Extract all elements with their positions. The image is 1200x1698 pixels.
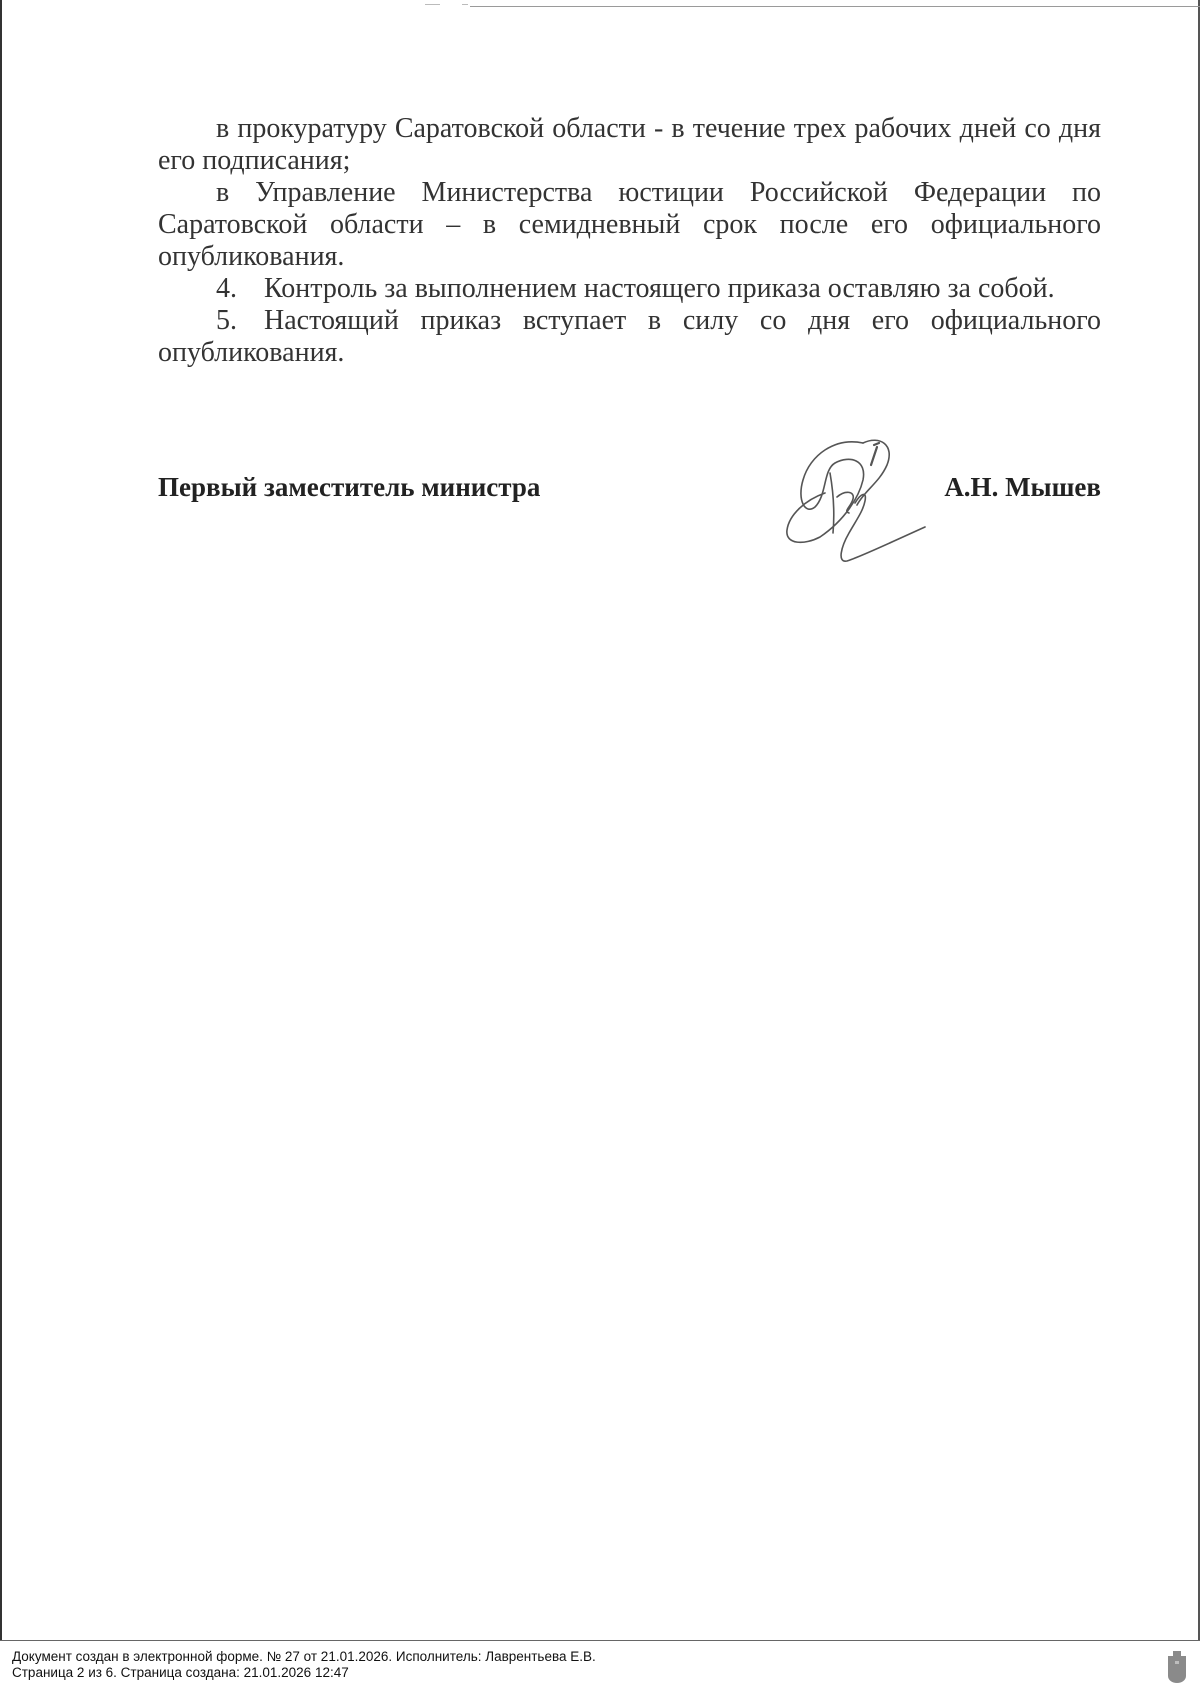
footer-divider [0, 1640, 1200, 1641]
document-footer [12, 1649, 1112, 1681]
item-number: 4. [216, 273, 237, 304]
numbered-item [158, 273, 1101, 305]
footer-line: Документ создан в электронной форме. № 27 от 21.01.2026. Исполнитель: Лаврентьева Е.В. [12, 1649, 596, 1664]
signer-title: Первый заместитель министра [158, 472, 541, 502]
scan-border-top-mark [462, 4, 468, 5]
item-text: Контроль за выполнением настоящего приказа оставляю за собой. [264, 273, 1055, 304]
numbered-item [158, 305, 1101, 369]
item-number: 5. [216, 305, 237, 336]
signature-block [158, 472, 1101, 512]
footer-line: Страница 2 из 6. Страница создана: 21.01.2026 12:47 [12, 1665, 349, 1680]
scan-border-top [470, 6, 1200, 7]
document-body [158, 113, 1101, 369]
scan-border-left [0, 0, 2, 1640]
handwritten-signature [775, 435, 935, 570]
coat-of-arms-icon [1166, 1650, 1188, 1684]
body-paragraph: в прокуратуру Саратовской области - в течение трех рабочих дней со дня его подписания; [158, 113, 1101, 176]
scan-border-top-mark [425, 4, 440, 5]
signer-name: А.Н. Мышев [944, 472, 1101, 502]
item-text: Настоящий приказ вступает в силу со дня его официального опубликования. [158, 305, 1101, 368]
body-paragraph: в Управление Министерства юстиции Российской Федерации по Саратовской области – в семидневный срок после его официального опубликования. [158, 177, 1101, 272]
